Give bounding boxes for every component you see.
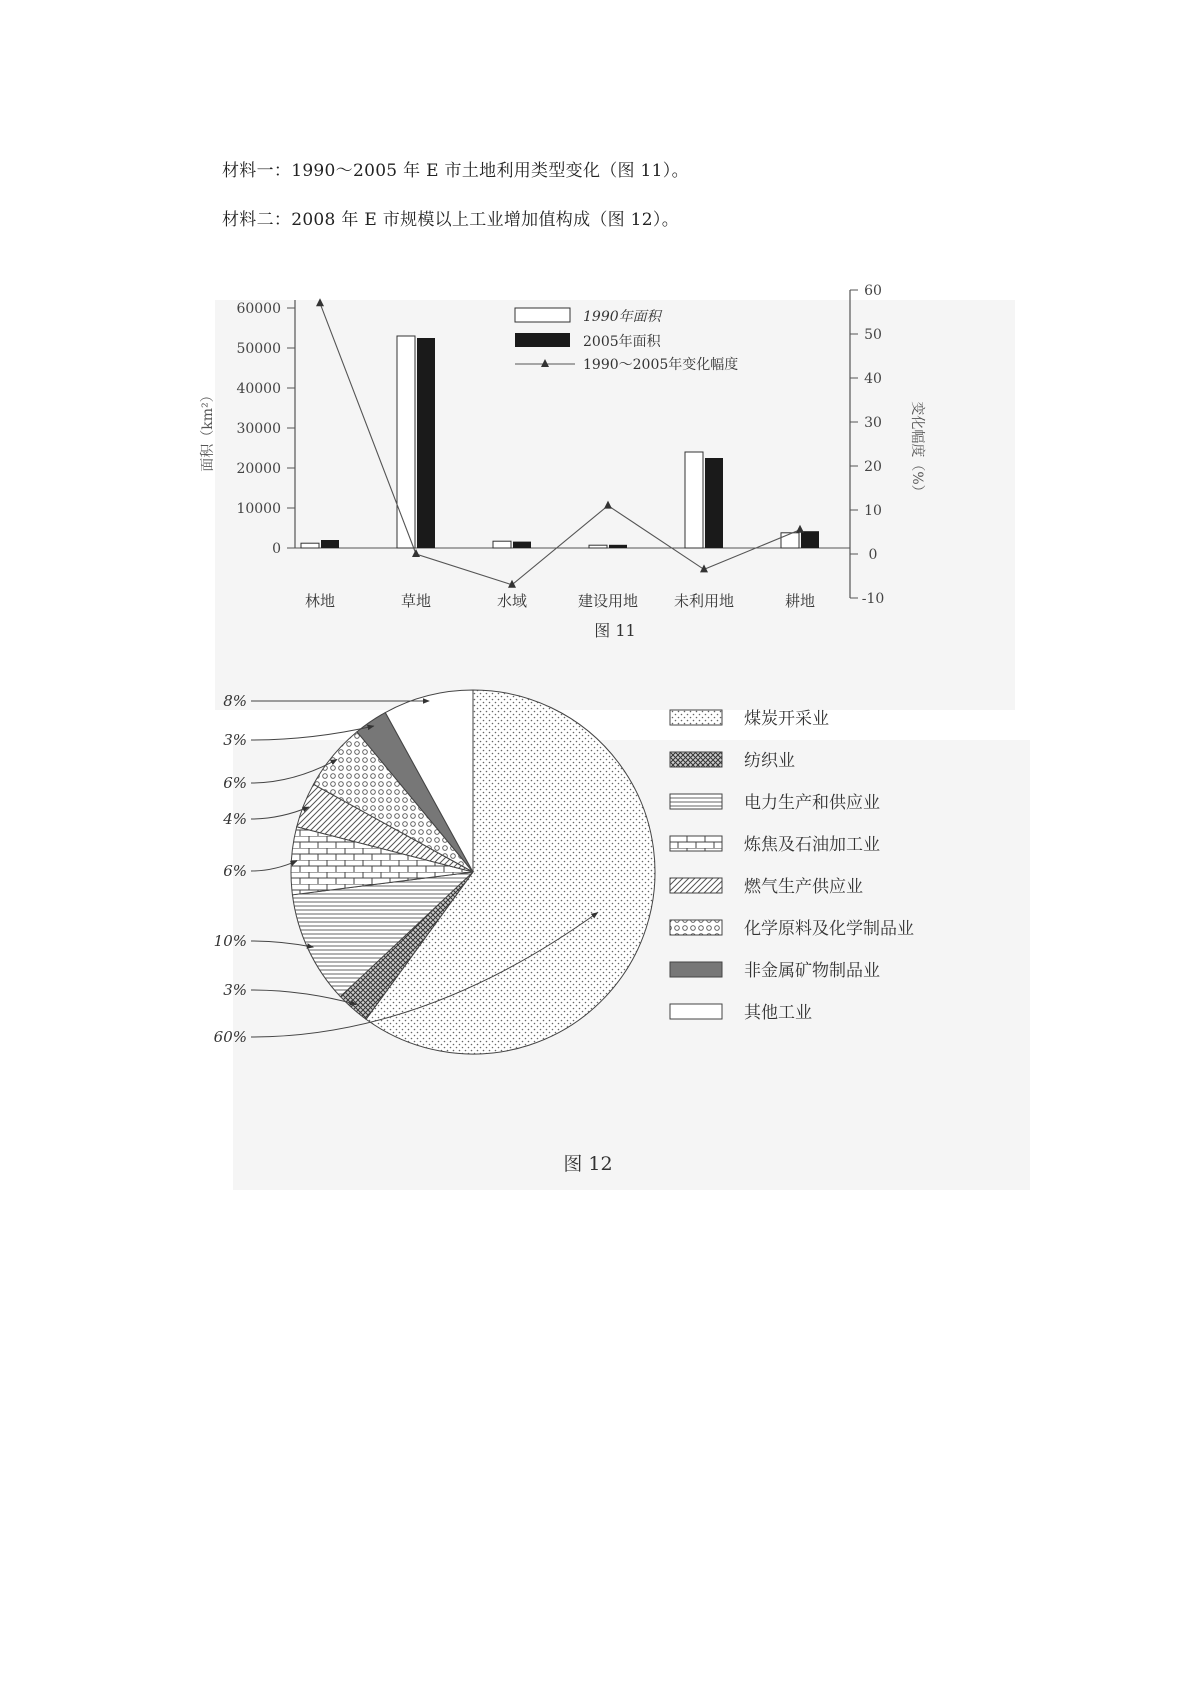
pie-value-label: 60% — [213, 1028, 247, 1046]
legend-swatch — [670, 962, 722, 977]
right-tick-label: 40 — [864, 371, 882, 387]
left-tick-label: 50000 — [236, 341, 281, 357]
category-label: 耕地 — [784, 592, 816, 610]
legend-swatch — [670, 920, 722, 935]
right-axis-title: 变化幅度（%） — [909, 401, 925, 499]
pie-value-label: 6% — [223, 774, 247, 792]
bar-1990 — [781, 533, 799, 548]
legend-label: 煤炭开采业 — [744, 709, 829, 729]
legend-label: 电力生产和供应业 — [744, 793, 880, 813]
right-tick-label: 60 — [864, 283, 882, 299]
right-y-ticks — [850, 283, 884, 607]
legend-swatch — [670, 836, 722, 851]
pie-value-label: 8% — [223, 692, 247, 710]
legend-swatch — [670, 878, 722, 893]
bar-2005 — [705, 458, 723, 548]
change-point — [604, 501, 612, 509]
pie-value-label: 4% — [223, 810, 247, 828]
right-tick-label: 10 — [864, 503, 882, 519]
bar-1990 — [301, 543, 319, 548]
figure-12-pie-chart — [213, 692, 1030, 1190]
left-axis-title: 面积（km²） — [200, 388, 216, 472]
left-tick-label: 20000 — [236, 461, 281, 477]
legend-label-2005: 2005年面积 — [583, 334, 661, 350]
figure-12-svg — [213, 692, 1030, 1190]
legend-swatch-2005 — [515, 333, 570, 347]
category-labels — [305, 592, 815, 610]
bar-1990 — [589, 545, 607, 548]
category-label: 未利用地 — [673, 592, 735, 610]
material-two-text: 材料二：2008 年 E 市规模以上工业增加值构成（图 12）。 — [222, 210, 680, 230]
figure-12-caption: 图 12 — [563, 1153, 613, 1175]
left-y-ticks — [236, 301, 295, 557]
legend-swatch — [670, 710, 722, 725]
left-tick-label: 0 — [272, 541, 281, 557]
change-point — [412, 549, 420, 557]
bar-marks — [295, 336, 850, 548]
figure-11-svg — [200, 283, 1015, 710]
legend-label: 燃气生产供应业 — [744, 877, 863, 897]
bar-1990 — [685, 452, 703, 548]
bar-2005 — [321, 540, 339, 548]
right-tick-label: -10 — [861, 591, 885, 607]
legend-label-change: 1990～2005年变化幅度 — [583, 357, 739, 373]
category-label: 水域 — [496, 592, 528, 610]
legend-swatch — [670, 794, 722, 809]
change-point — [796, 525, 804, 533]
legend-label: 炼焦及石油加工业 — [744, 835, 880, 855]
left-tick-label: 60000 — [236, 301, 281, 317]
figure-11-bar-line-chart — [200, 283, 1015, 710]
change-point — [316, 298, 324, 306]
legend-swatch — [670, 1004, 722, 1019]
left-tick-label: 40000 — [236, 381, 281, 397]
pie-value-label: 3% — [223, 981, 247, 999]
pie-slices — [291, 690, 655, 1054]
category-label: 建设用地 — [577, 592, 639, 610]
legend-label: 其他工业 — [744, 1003, 812, 1023]
legend-label-1990: 1990年面积 — [583, 309, 661, 325]
left-tick-label: 30000 — [236, 421, 281, 437]
legend-triangle-icon — [541, 359, 549, 367]
category-label: 草地 — [400, 592, 432, 610]
legend-label: 化学原料及化学制品业 — [744, 919, 914, 939]
figure-11-legend — [515, 308, 738, 373]
pie-value-label: 10% — [213, 932, 247, 950]
bar-2005 — [801, 531, 819, 548]
legend-label: 非金属矿物制品业 — [744, 961, 880, 981]
material-one-text: 材料一：1990～2005 年 E 市土地利用类型变化（图 11）。 — [222, 161, 689, 181]
right-tick-label: 30 — [864, 415, 882, 431]
right-tick-label: 20 — [864, 459, 882, 475]
pie-value-label: 6% — [223, 862, 247, 880]
bar-1990 — [397, 336, 415, 548]
figure-11-axes — [295, 290, 850, 598]
pie-leader-arrow — [251, 941, 313, 947]
category-label: 林地 — [304, 592, 336, 610]
right-tick-label: 0 — [868, 547, 878, 563]
legend-label: 纺织业 — [744, 751, 795, 771]
bar-2005 — [609, 545, 627, 548]
right-tick-label: 50 — [864, 327, 882, 343]
left-tick-label: 10000 — [236, 501, 281, 517]
figure-12-legend — [670, 709, 914, 1023]
figure-11-caption: 图 11 — [594, 621, 636, 640]
pie-value-label: 3% — [223, 731, 247, 749]
bar-1990 — [493, 541, 511, 548]
bar-2005 — [513, 542, 531, 548]
legend-swatch — [670, 752, 722, 767]
bar-2005 — [417, 338, 435, 548]
pie-leader-arrow — [251, 861, 297, 871]
legend-swatch-1990 — [515, 308, 570, 322]
